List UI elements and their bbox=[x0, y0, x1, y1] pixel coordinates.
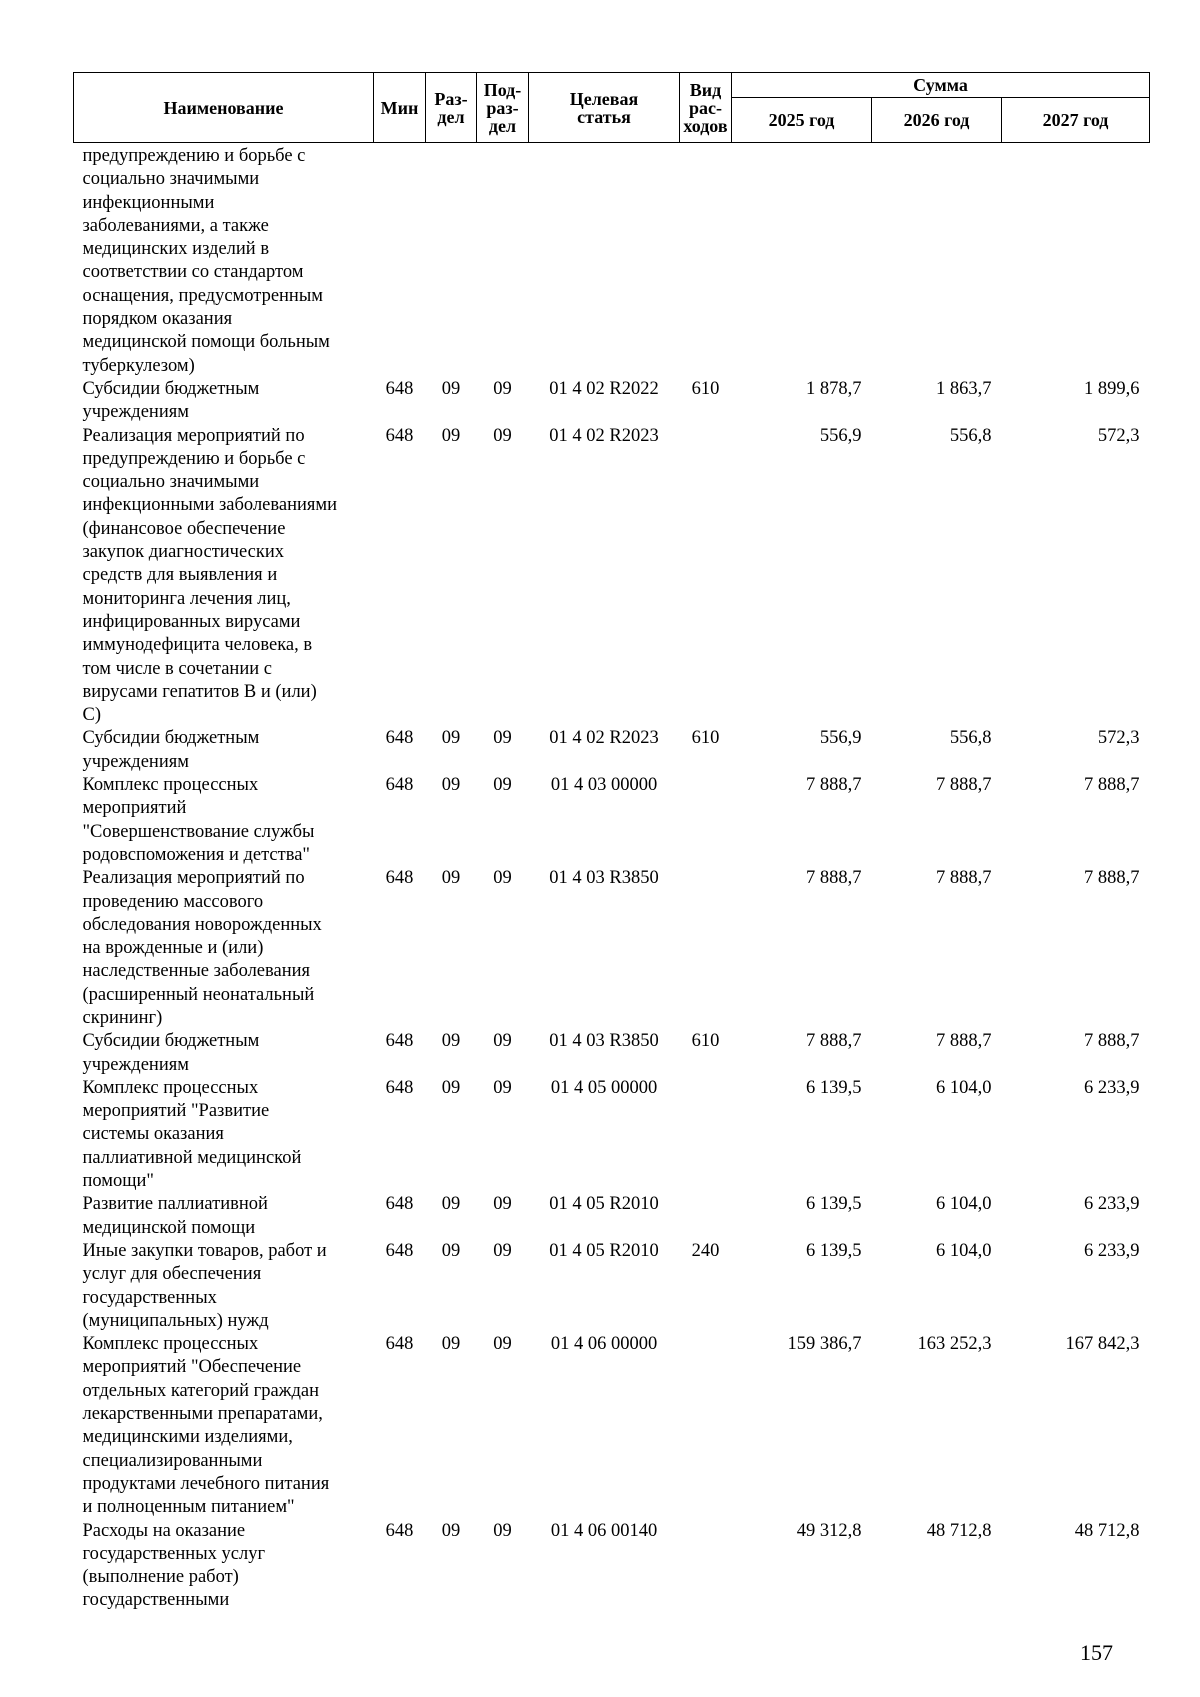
table-row bbox=[74, 1240, 1150, 1333]
row-podrazdel: 09 bbox=[493, 775, 512, 796]
row-vid-rashodov bbox=[680, 425, 732, 728]
row-name: Развитие паллиативной медицинской помощи bbox=[82, 1194, 268, 1238]
row-sum-2026: 7 888,7 bbox=[936, 868, 992, 889]
row-sum-2025: 7 888,7 bbox=[806, 775, 862, 796]
row-vid-rashodov bbox=[680, 867, 732, 1030]
row-sum-2026: 6 104,0 bbox=[936, 1077, 992, 1098]
row-sum-2027: 48 712,8 bbox=[1074, 1520, 1140, 1541]
row-name: предупреждению и борьбе с социально значимыми инфекционными заболеваниями, а также медицинских изделий в соответствии со стандартом оснащения, предусмотренным порядком оказания медицинской помощи больным туберкулезом) bbox=[82, 146, 330, 376]
row-sum-2025: 6 139,5 bbox=[806, 1194, 862, 1215]
row-vid-rashodov: 240 bbox=[691, 1240, 720, 1261]
row-podrazdel: 09 bbox=[493, 425, 512, 446]
budget-table bbox=[73, 72, 1150, 1613]
row-podrazdel: 09 bbox=[493, 1194, 512, 1215]
row-sum-2026: 1 863,7 bbox=[936, 378, 992, 399]
row-min: 648 bbox=[385, 1334, 414, 1355]
row-name: Субсидии бюджетным учреждениям bbox=[82, 728, 260, 772]
row-min: 648 bbox=[385, 775, 414, 796]
row-sum-2027: 7 888,7 bbox=[1084, 868, 1140, 889]
row-podrazdel: 09 bbox=[493, 868, 512, 889]
page-number: 157 bbox=[1080, 1640, 1113, 1665]
table-row bbox=[74, 774, 1150, 867]
row-vid-rashodov bbox=[680, 1333, 732, 1519]
header-year-2026: 2026 год bbox=[872, 98, 1002, 143]
row-name: Субсидии бюджетным учреждениям bbox=[82, 378, 260, 423]
row-celevaya-statya: 01 4 06 00140 bbox=[550, 1520, 658, 1541]
row-celevaya-statya: 01 4 02 R2023 bbox=[549, 425, 659, 446]
table-row bbox=[74, 1520, 1150, 1613]
row-sum-2025 bbox=[732, 143, 872, 378]
row-podrazdel: 09 bbox=[493, 728, 512, 749]
row-sum-2027: 572,3 bbox=[1097, 425, 1140, 446]
row-sum-2026: 556,8 bbox=[949, 728, 992, 749]
row-sum-2027: 1 899,6 bbox=[1084, 378, 1140, 399]
table-header bbox=[74, 73, 1150, 143]
row-sum-2025: 556,9 bbox=[819, 425, 862, 446]
row-vid-rashodov bbox=[680, 774, 732, 867]
row-sum-2027: 6 233,9 bbox=[1084, 1194, 1140, 1215]
row-min: 648 bbox=[385, 425, 414, 446]
row-min bbox=[374, 143, 426, 378]
row-name: Реализация мероприятий по предупреждению и борьбе с социально значимыми инфекционными заболеваниями (финансовое обеспечение закупок диагностических средств для выявления и мониторинга лечения лиц, инфицированных вирусами иммунодефицита человека, в том числе в сочетании с вирусами гепатитов B и (или) C) bbox=[82, 425, 338, 726]
header-podrazdel: Под- раз- дел bbox=[477, 73, 529, 143]
row-sum-2027 bbox=[1002, 143, 1150, 378]
row-sum-2026: 163 252,3 bbox=[917, 1334, 992, 1355]
row-sum-2026: 7 888,7 bbox=[936, 1031, 992, 1052]
row-sum-2026 bbox=[872, 143, 1002, 378]
row-celevaya-statya: 01 4 05 R2010 bbox=[549, 1194, 659, 1215]
row-vid-rashodov bbox=[680, 1077, 732, 1193]
header-year-2027: 2027 год bbox=[1002, 98, 1150, 143]
table-body bbox=[74, 143, 1150, 1613]
row-vid-rashodov: 610 bbox=[691, 378, 720, 399]
row-razdel: 09 bbox=[441, 1334, 461, 1355]
row-name: Иные закупки товаров, работ и услуг для обеспечения государственных (муниципальных) нужд bbox=[82, 1240, 327, 1331]
row-min: 648 bbox=[385, 1194, 414, 1215]
row-sum-2025: 159 386,7 bbox=[787, 1334, 862, 1355]
row-podrazdel: 09 bbox=[493, 1077, 512, 1098]
row-celevaya-statya: 01 4 05 00000 bbox=[550, 1077, 658, 1098]
row-razdel: 09 bbox=[441, 425, 461, 446]
row-celevaya-statya: 01 4 02 R2022 bbox=[549, 378, 659, 399]
row-min: 648 bbox=[385, 1240, 414, 1261]
row-sum-2025: 6 139,5 bbox=[806, 1077, 862, 1098]
row-sum-2026: 48 712,8 bbox=[926, 1520, 992, 1541]
row-sum-2025: 6 139,5 bbox=[806, 1240, 862, 1261]
row-razdel: 09 bbox=[441, 1031, 461, 1052]
row-podrazdel: 09 bbox=[493, 1520, 512, 1541]
row-podrazdel: 09 bbox=[493, 1334, 512, 1355]
row-min: 648 bbox=[385, 1520, 414, 1541]
header-vid-rashodov: Вид рас- ходов bbox=[680, 73, 732, 143]
row-sum-2027: 7 888,7 bbox=[1084, 775, 1140, 796]
table-row bbox=[74, 425, 1150, 728]
row-sum-2025: 1 878,7 bbox=[806, 378, 862, 399]
row-min: 648 bbox=[385, 1031, 414, 1052]
header-year-2025: 2025 год bbox=[732, 98, 872, 143]
row-razdel: 09 bbox=[441, 868, 461, 889]
row-razdel bbox=[426, 143, 477, 378]
row-celevaya-statya: 01 4 06 00000 bbox=[550, 1334, 658, 1355]
row-vid-rashodov bbox=[680, 143, 732, 378]
row-name: Расходы на оказание государственных услуг (выполнение работ) государственными bbox=[82, 1520, 266, 1611]
row-sum-2026: 556,8 bbox=[949, 425, 992, 446]
row-podrazdel bbox=[477, 143, 529, 378]
row-min: 648 bbox=[385, 728, 414, 749]
row-celevaya-statya: 01 4 05 R2010 bbox=[549, 1240, 659, 1261]
row-razdel: 09 bbox=[441, 1194, 461, 1215]
table-row bbox=[74, 1077, 1150, 1193]
table-row bbox=[74, 1030, 1150, 1077]
row-vid-rashodov bbox=[680, 1520, 732, 1613]
row-razdel: 09 bbox=[441, 1240, 461, 1261]
row-name: Комплекс процессных мероприятий "Развитие системы оказания паллиативной медицинской помощи" bbox=[82, 1077, 302, 1192]
row-sum-2026: 6 104,0 bbox=[936, 1194, 992, 1215]
table-row bbox=[74, 1333, 1150, 1519]
row-sum-2026: 6 104,0 bbox=[936, 1240, 992, 1261]
row-celevaya-statya: 01 4 02 R2023 bbox=[549, 728, 659, 749]
header-name: Наименование bbox=[74, 73, 374, 143]
budget-table-page bbox=[73, 72, 1149, 1613]
row-min: 648 bbox=[385, 868, 414, 889]
row-sum-2026: 7 888,7 bbox=[936, 775, 992, 796]
table-row bbox=[74, 867, 1150, 1030]
row-sum-2027: 6 233,9 bbox=[1084, 1240, 1140, 1261]
table-row bbox=[74, 378, 1150, 425]
row-podrazdel: 09 bbox=[493, 1240, 512, 1261]
table-row bbox=[74, 727, 1150, 774]
row-celevaya-statya: 01 4 03 R3850 bbox=[549, 1031, 659, 1052]
row-razdel: 09 bbox=[441, 1520, 461, 1541]
row-sum-2025: 556,9 bbox=[819, 728, 862, 749]
row-sum-2027: 167 842,3 bbox=[1065, 1334, 1140, 1355]
row-min: 648 bbox=[385, 1077, 414, 1098]
table-row bbox=[74, 143, 1150, 378]
header-min: Мин bbox=[374, 73, 426, 143]
row-name: Реализация мероприятий по проведению массового обследования новорожденных на врожденные и (или) наследственные заболевания (расширенный неонатальный скрининг) bbox=[82, 868, 322, 1028]
row-min: 648 bbox=[385, 378, 414, 399]
row-celevaya-statya: 01 4 03 R3850 bbox=[549, 868, 659, 889]
header-razdel: Раз- дел bbox=[426, 73, 477, 143]
row-name: Комплекс процессных мероприятий "Совершенствование службы родовспоможения и детства" bbox=[82, 775, 315, 865]
row-celevaya-statya bbox=[529, 143, 680, 378]
row-sum-2027: 6 233,9 bbox=[1084, 1077, 1140, 1098]
header-celevaya-statya: Целевая статья bbox=[529, 73, 680, 143]
row-vid-rashodov bbox=[680, 1193, 732, 1240]
row-sum-2025: 7 888,7 bbox=[806, 1031, 862, 1052]
row-sum-2027: 7 888,7 bbox=[1084, 1031, 1140, 1052]
row-razdel: 09 bbox=[441, 1077, 461, 1098]
row-podrazdel: 09 bbox=[493, 378, 512, 399]
table-row bbox=[74, 1193, 1150, 1240]
header-summa: Сумма bbox=[732, 73, 1150, 98]
row-celevaya-statya: 01 4 03 00000 bbox=[550, 775, 658, 796]
row-podrazdel: 09 bbox=[493, 1031, 512, 1052]
row-vid-rashodov: 610 bbox=[691, 728, 720, 749]
row-sum-2027: 572,3 bbox=[1097, 728, 1140, 749]
row-vid-rashodov: 610 bbox=[691, 1031, 720, 1052]
row-sum-2025: 7 888,7 bbox=[806, 868, 862, 889]
row-razdel: 09 bbox=[441, 378, 461, 399]
row-sum-2025: 49 312,8 bbox=[796, 1520, 862, 1541]
row-name: Субсидии бюджетным учреждениям bbox=[82, 1031, 260, 1075]
row-razdel: 09 bbox=[441, 728, 461, 749]
row-razdel: 09 bbox=[441, 775, 461, 796]
row-name: Комплекс процессных мероприятий "Обеспечение отдельных категорий граждан лекарственными препаратами, медицинскими изделиями, специализированными продуктами лечебного питания и полноценным питанием" bbox=[82, 1334, 330, 1518]
